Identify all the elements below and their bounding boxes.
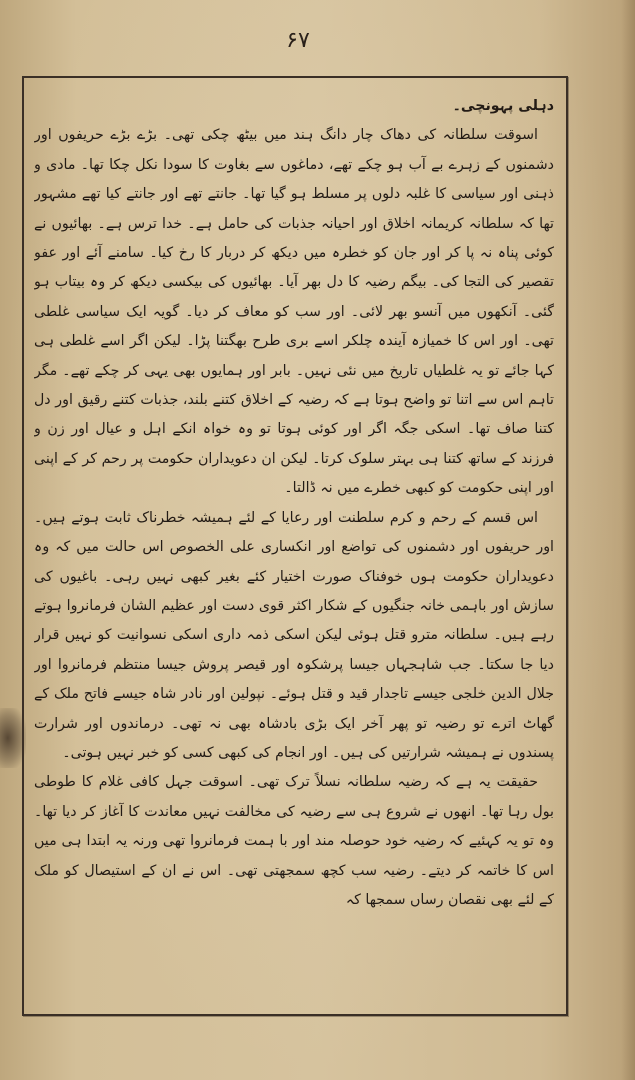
paragraph-1: اسوقت سلطانہ کی دھاک چار دانگ ہند میں بیٹھ چکی تھی۔ بڑے بڑے حریفوں اور دشمنوں کے زہرے بے آب ہو چکے تھے، دماغوں سے بغاوت کا سودا نکل چکا تھا۔ مادی و ذہنی اور سیاسی کا غلبہ دلوں پر مسلط ہو گیا تھا۔ جانتے تھے اور جانتے کیا تھے مشہور تھا کہ سلطانہ کریمانہ اخلاق اور احیانہ جذبات کی حامل ہے۔ خدا ترس ہے۔ بھائیوں نے کوئی پناہ نہ پا کر اور جان کو خطرہ میں دیکھ کر دربار کا رخ کیا۔ سامنے آئے اور عفو تقصیر کی التجا کی۔ بیگم رضیہ کا دل بھر آیا۔ بھائیوں کی بیکسی دیکھ کر وہ بیتاب ہو گئی۔ آنکھوں میں آنسو بھر لائی۔ اور سب کو معاف کر دیا۔ گویہ ایک سیاسی غلطی تھی۔ اور اس کا خمیازہ آیندہ چلکر اسے بری طرح بھگتنا پڑا۔ لیکن اگر اسے غلطی ہی کہا جائے تو یہ غلطیاں تاریخ میں نئی نہیں۔ بابر اور ہمایوں بھی یہی کر چکے تھے۔ مگر تاہم اس سے اتنا تو واضح ہوتا ہے کہ رضیہ کے اخلاق کتنے بلند، جذبات کتنے رقیق اور دل کتنا صاف تھا۔ اسکی جگہ اگر اور کوئی ہوتا تو وہ خواہ انکے اہل و عیال اور زن و فرزند کے ساتھ کتنا ہی بہتر سلوک کرتا۔ لیکن ان دعویداران حکومت پر رحم کر کے اپنی اور اپنی حکومت کو کبھی خطرے میں نہ ڈالتا۔ xyxy=(34,127,554,497)
section-heading: دہلی پہونچی۔ xyxy=(452,98,554,114)
ink-stain xyxy=(0,708,26,768)
body-text xyxy=(34,92,554,1012)
page-edge-shadow xyxy=(621,0,635,1080)
paragraph-2: اس قسم کے رحم و کرم سلطنت اور رعایا کے لئے ہمیشہ خطرناک ثابت ہوتے ہیں۔ اور حریفوں اور دشمنوں کی تواضع اور انکساری علی الخصوص اس حالت میں کہ وہ دعویداران حکومت ہوں خوفناک صورت اختیار کئے بغیر کبھی نہیں رہی۔ باغیوں کی سازش اور باہمی خانہ جنگیوں کے شکار اکثر قوی دست اور عظیم الشان فرمانروا ہوتے رہے ہیں۔ سلطانہ مترو قتل ہوئی لیکن اسکی ذمہ داری اسکی نسوانیت کو نہیں قرار دیا جا سکتا۔ جب شاہجہاں جیسا پرشکوہ اور قیصر پروش جیسا منتظم فرمانروا اور جلال الدین خلجی جیسے تاجدار قید و قتل ہوئے۔ نپولین اور نادر شاہ جیسے فاتح ملک کے گھاٹ اترے تو رضیہ تو پھر آخر ایک بڑی بادشاہ بھی نہ تھی۔ درماندوں اور شرارت پسندوں نے ہمیشہ شرارتیں کی ہیں۔ اور انجام کی کبھی کسی کو خبر نہیں ہوتی۔ xyxy=(34,509,554,761)
paragraph-3: حقیقت یہ ہے کہ رضیہ سلطانہ نسلاً ترک تھی۔ اسوقت جہل کافی غلام کا طوطی بول رہا تھا۔ انھوں نے شروع ہی سے رضیہ کی مخالفت نہیں معاندت کا آغاز کر دیا تھا۔ وہ تو یہ کہئیے کہ رضیہ خود حوصلہ مند اور با ہمت فرمانروا تھی ورنہ یہ ابتدا ہی میں اس کا خاتمہ کر دیتے۔ رضیہ سب کچھ سمجھتی تھی۔ اس نے ان کے استیصال کو ملک کے لئے بھی نقصان رساں سمجھا کہ xyxy=(34,774,554,908)
page-number: ۶۷ xyxy=(286,28,310,53)
